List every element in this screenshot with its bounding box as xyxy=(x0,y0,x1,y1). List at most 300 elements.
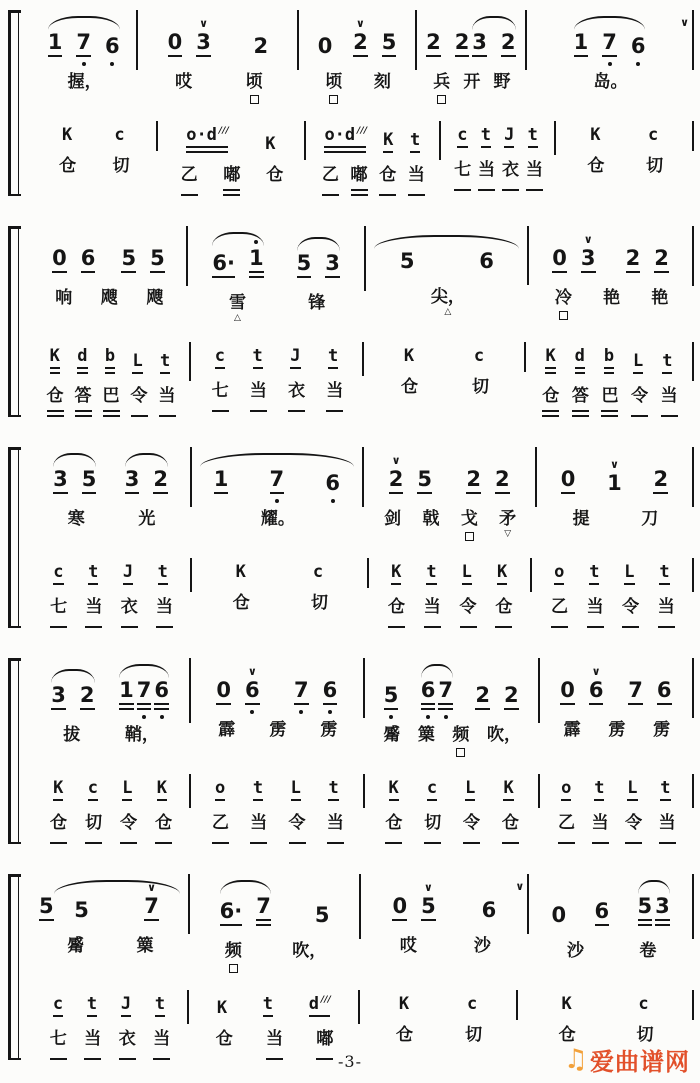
open-mouth-square-mark xyxy=(465,532,474,541)
percussion-syllable: 乙 xyxy=(322,166,339,196)
note xyxy=(297,253,312,278)
note xyxy=(472,32,487,57)
percussion-syllable: 切 xyxy=(112,156,130,176)
lyric-character: 响 xyxy=(55,288,73,308)
note xyxy=(325,473,340,494)
lyric-character: 剑 xyxy=(384,509,402,529)
note xyxy=(421,680,436,710)
lyric-character: 寒 xyxy=(67,509,85,529)
lyric-character: 岛。 xyxy=(593,72,628,92)
note-digit: 0 xyxy=(560,680,575,705)
note xyxy=(150,248,165,273)
tremolo-mark-icon: /// xyxy=(319,995,331,1005)
note-digit: 6 xyxy=(481,898,497,922)
percussion-letter: c xyxy=(466,994,478,1014)
percussion-measure xyxy=(526,342,694,417)
percussion-syllable-line xyxy=(31,381,191,417)
percussion-letter-line xyxy=(192,558,368,588)
lyric-character: 刀 xyxy=(641,509,659,529)
note-digit: 0 xyxy=(317,34,333,58)
note xyxy=(400,251,415,272)
octave-dot-low xyxy=(426,715,430,719)
percussion-stave xyxy=(31,774,694,844)
lyric-syllable xyxy=(594,73,628,109)
note xyxy=(421,881,436,921)
tremolo-mark-icon: /// xyxy=(356,126,367,136)
percussion-letter-line xyxy=(31,558,192,592)
percussion-syllable: 仓 xyxy=(396,1025,414,1045)
percussion-syllable: 仓 xyxy=(47,387,64,417)
measure xyxy=(31,447,192,546)
octave-dot-low xyxy=(110,62,114,66)
note xyxy=(121,248,136,273)
percussion-letter: b xyxy=(604,348,614,374)
percussion-letter: c xyxy=(427,780,437,801)
lyric-character: 篥 xyxy=(417,725,435,745)
note-group xyxy=(318,36,333,57)
percussion-letter-line xyxy=(189,990,360,1024)
lyric-syllable xyxy=(487,726,521,762)
lyric-character: 哎 xyxy=(175,72,193,92)
note xyxy=(74,900,89,921)
percussion-syllable: 当 xyxy=(592,814,609,844)
percussion-syllable: 仓 xyxy=(59,156,77,176)
lyric-syllable xyxy=(573,510,590,546)
lyric-character: 鞘， xyxy=(124,725,159,745)
percussion-syllable: 当 xyxy=(659,814,676,844)
lyric-character: 飕 xyxy=(100,288,118,308)
percussion-letter: d xyxy=(77,348,87,374)
note xyxy=(249,248,264,278)
lyric-character: 频 xyxy=(452,725,470,745)
note xyxy=(315,905,330,926)
percussion-letter-line xyxy=(540,774,694,808)
note-group xyxy=(551,905,566,926)
percussion-syllable: 仓 xyxy=(401,377,418,397)
breath-mark-icon: ∨ xyxy=(680,16,690,29)
lyric-character: 矛 xyxy=(499,509,517,529)
note-digit: 6 xyxy=(154,680,169,710)
octave-dot-low xyxy=(275,499,279,503)
octave-dot-low xyxy=(444,715,448,719)
lyric-character: 卷 xyxy=(639,941,657,961)
watermark-text: 爱曲谱网 xyxy=(590,1048,690,1076)
note-digit: 3 xyxy=(51,685,66,710)
lyric-character: 吹， xyxy=(486,725,521,745)
lyric-character: 篥 xyxy=(136,936,154,956)
note xyxy=(294,680,309,705)
percussion-letter: t xyxy=(88,564,98,585)
note xyxy=(168,32,183,57)
measure xyxy=(527,10,694,109)
melody-stave xyxy=(31,447,694,546)
lyric-syllable xyxy=(229,294,246,330)
lyric-syllable xyxy=(63,726,80,762)
percussion-syllable: 衣 xyxy=(121,598,138,628)
percussion-letter: o·d/// xyxy=(186,127,228,153)
lyric-character: 顷 xyxy=(245,72,263,92)
breath-mark-icon: ∨ xyxy=(591,665,601,678)
system-bracket xyxy=(8,226,19,417)
lyric-syllable xyxy=(461,510,478,546)
percussion-syllable: 当 xyxy=(250,382,267,412)
lyric-line xyxy=(31,286,188,325)
note xyxy=(325,253,340,278)
percussion-measure xyxy=(365,774,540,844)
percussion-letter-line xyxy=(365,774,540,808)
lyric-syllable xyxy=(603,289,620,325)
percussion-syllable: 切 xyxy=(85,814,102,844)
note-digit: 0 xyxy=(52,248,67,273)
lyric-line xyxy=(31,934,190,973)
measure xyxy=(31,874,190,978)
note-digit: 2 xyxy=(653,469,668,494)
note-group xyxy=(216,665,260,705)
note xyxy=(504,685,519,710)
lyric-syllable xyxy=(146,289,163,325)
percussion-measure xyxy=(306,121,441,196)
note xyxy=(482,900,497,921)
melody-line xyxy=(191,658,364,718)
percussion-measure xyxy=(31,342,191,417)
percussion-syllable: 仓 xyxy=(502,814,519,844)
percussion-syllable: 当 xyxy=(326,382,343,412)
note-digit: 0 xyxy=(168,32,183,57)
note xyxy=(382,32,397,57)
percussion-syllable: 当 xyxy=(408,166,425,196)
open-mouth-square-mark xyxy=(250,95,259,104)
note-digit: 2 xyxy=(455,32,470,57)
lyric-line xyxy=(188,291,367,330)
note-digit: 3 xyxy=(53,469,68,494)
triangle-up-mark: △ xyxy=(444,306,452,317)
note-group xyxy=(653,469,668,494)
lyric-line xyxy=(31,507,192,546)
percussion-letter-line xyxy=(369,558,532,592)
note xyxy=(220,901,243,926)
note-group xyxy=(353,17,397,57)
lyric-syllable xyxy=(431,288,465,324)
note xyxy=(214,469,229,494)
percussion-syllable: 仓 xyxy=(388,598,405,628)
note-digit: 2 xyxy=(475,685,490,710)
percussion-syllable: 仓 xyxy=(232,593,250,613)
note xyxy=(655,896,670,926)
percussion-letter: t xyxy=(328,780,338,801)
breath-mark-icon: ∨ xyxy=(247,665,257,678)
percussion-letter: c xyxy=(638,994,649,1014)
percussion-syllable: 七 xyxy=(50,1030,67,1060)
percussion-syllable: 乙 xyxy=(212,814,229,844)
system-bracket xyxy=(8,10,19,196)
lyric-syllable xyxy=(384,510,401,546)
percussion-syllable: 仓 xyxy=(215,1029,233,1049)
note-digit: 6· xyxy=(212,253,235,278)
octave-dot-low xyxy=(608,62,612,66)
melody-line xyxy=(188,226,367,291)
lyric-syllable xyxy=(564,721,581,757)
note xyxy=(125,469,140,494)
percussion-letter: c xyxy=(53,996,63,1017)
lyric-syllable xyxy=(474,937,491,973)
note-digit: 5 xyxy=(82,469,97,494)
lyric-character: 雳 xyxy=(653,720,671,740)
melody-line xyxy=(361,874,529,934)
slur-group xyxy=(212,248,263,278)
percussion-letter: K xyxy=(389,780,399,801)
note xyxy=(626,248,641,273)
percussion-syllable: 衣 xyxy=(502,161,519,191)
melody-line xyxy=(417,10,527,70)
percussion-letter: c xyxy=(53,564,63,585)
lyric-syllable xyxy=(374,73,391,109)
note-digit: 3 xyxy=(472,32,487,57)
note xyxy=(466,469,481,494)
note-digit: 6 xyxy=(657,680,672,705)
measure xyxy=(361,874,529,978)
lyric-syllable xyxy=(308,294,325,330)
percussion-syllable: 切 xyxy=(636,1025,654,1045)
measure xyxy=(529,874,694,978)
system-bracket xyxy=(8,658,19,844)
note xyxy=(552,248,567,273)
percussion-letter: c xyxy=(457,127,467,148)
note-digit: 5 xyxy=(382,32,397,57)
percussion-syllable: 仓 xyxy=(50,814,67,844)
lyric-character: 觱 xyxy=(67,936,85,956)
note-group xyxy=(466,469,509,494)
percussion-letter: b xyxy=(105,348,115,374)
percussion-letter: K xyxy=(62,125,73,145)
percussion-syllable-line xyxy=(31,592,192,628)
note-digit: 2 xyxy=(426,32,441,57)
note xyxy=(479,251,494,272)
measure xyxy=(417,10,527,109)
percussion-letter: L xyxy=(291,780,301,801)
lyric-syllable xyxy=(136,937,153,973)
lyric-character: 频 xyxy=(224,941,242,961)
note-digit: 5 xyxy=(74,898,89,922)
note xyxy=(353,17,368,57)
percussion-letter-line xyxy=(360,990,518,1020)
percussion-letter: t xyxy=(253,348,263,369)
lyric-character: 冷 xyxy=(554,288,572,308)
lyric-character: 尖， xyxy=(430,287,465,307)
note-digit: 0 xyxy=(551,903,567,927)
percussion-syllable: 当 xyxy=(327,814,344,844)
melody-line xyxy=(31,10,138,70)
octave-dot-low xyxy=(331,499,335,503)
measure xyxy=(138,10,299,109)
melody-stave xyxy=(31,658,694,762)
percussion-syllable: 仓 xyxy=(542,387,559,417)
percussion-syllable-line xyxy=(540,808,694,844)
percussion-letter: t xyxy=(158,564,168,585)
note-digit: 2 xyxy=(504,685,519,710)
melody-stave xyxy=(31,226,694,330)
percussion-syllable: 当 xyxy=(661,387,678,417)
lyric-syllable xyxy=(225,942,242,978)
lyric-character: 戈 xyxy=(460,509,478,529)
note-digit: 5 xyxy=(638,896,653,926)
percussion-letter-line xyxy=(31,774,191,808)
percussion-syllable-line xyxy=(365,808,540,844)
note-digit: 5 xyxy=(39,896,54,921)
note-group xyxy=(388,454,432,494)
percussion-syllable: 仓 xyxy=(495,598,512,628)
lyric-character: 雳 xyxy=(608,720,626,740)
note xyxy=(588,665,604,705)
percussion-syllable: 嘟 xyxy=(223,166,240,196)
breath-mark-icon: ∨ xyxy=(423,881,433,894)
note xyxy=(438,680,453,710)
note-digit: 2 xyxy=(466,469,481,494)
lyric-syllable xyxy=(567,942,584,978)
note xyxy=(392,896,407,921)
lyric-line xyxy=(299,70,416,109)
melody-line xyxy=(31,658,191,723)
percussion-syllable: 当 xyxy=(250,814,267,844)
lyric-syllable xyxy=(418,726,435,762)
lyric-character: 顷 xyxy=(325,72,343,92)
percussion-letter: L xyxy=(122,780,132,801)
percussion-letter: L xyxy=(624,564,634,585)
note xyxy=(39,896,54,921)
melody-line xyxy=(31,447,192,507)
note xyxy=(318,36,333,57)
percussion-letter: t xyxy=(589,564,599,585)
lyric-syllable xyxy=(400,937,417,973)
lyric-character: 艳 xyxy=(603,288,621,308)
slur-group xyxy=(125,469,168,494)
lyric-syllable xyxy=(138,510,155,546)
lyric-syllable xyxy=(55,289,72,325)
note xyxy=(216,680,231,705)
note-digit: 2 xyxy=(253,34,269,58)
score-system xyxy=(8,226,694,417)
note-digit: 0 xyxy=(552,248,567,273)
slur-group xyxy=(119,680,169,710)
melody-line xyxy=(540,658,694,718)
note xyxy=(495,469,510,494)
measure xyxy=(366,226,529,330)
note xyxy=(426,32,441,57)
note-group xyxy=(167,17,211,57)
note-digit: 1 xyxy=(607,471,622,495)
percussion-syllable: 七 xyxy=(212,382,229,412)
note-digit: 7 xyxy=(602,32,617,57)
measure xyxy=(191,658,364,762)
melody-line xyxy=(537,447,694,507)
note xyxy=(105,36,120,57)
percussion-syllable: 仓 xyxy=(558,1025,576,1045)
note-digit: 7 xyxy=(256,896,271,926)
lyric-character: 霹 xyxy=(563,720,581,740)
note xyxy=(607,458,622,495)
note-digit: 0 xyxy=(561,469,576,494)
percussion-syllable: 仓 xyxy=(385,814,402,844)
percussion-syllable: 嘟 xyxy=(351,166,368,196)
note xyxy=(384,685,399,710)
breath-mark-icon: ∨ xyxy=(609,458,619,471)
percussion-syllable: 乙 xyxy=(181,166,198,196)
lyric-syllable xyxy=(269,721,286,757)
note xyxy=(657,680,672,705)
percussion-letter: c xyxy=(88,780,98,801)
lyric-character: 哎 xyxy=(399,936,417,956)
note xyxy=(153,469,168,494)
percussion-letter: L xyxy=(462,564,472,585)
note xyxy=(574,32,589,57)
lyric-syllable xyxy=(218,721,235,757)
note-digit: 1 xyxy=(214,469,229,494)
lyric-syllable xyxy=(125,726,159,762)
lyric-character: 飕 xyxy=(146,288,164,308)
lyric-character: 提 xyxy=(572,509,590,529)
percussion-letter: t xyxy=(328,348,338,369)
percussion-syllable: 当 xyxy=(478,161,495,191)
percussion-letter-line xyxy=(556,121,694,151)
percussion-stave xyxy=(31,558,694,628)
percussion-letter: o xyxy=(215,780,225,801)
lyric-syllable xyxy=(493,73,510,109)
melody-line xyxy=(31,874,190,934)
percussion-letter: J xyxy=(504,127,514,148)
lyric-line xyxy=(529,939,694,978)
system-body xyxy=(31,658,694,844)
percussion-syllable: 令 xyxy=(631,387,648,417)
melody-line xyxy=(527,10,694,70)
percussion-syllable: 令 xyxy=(463,814,480,844)
lyric-syllable xyxy=(653,721,670,757)
lyric-syllable xyxy=(175,73,192,109)
percussion-syllable: 当 xyxy=(424,598,441,628)
note xyxy=(417,469,432,494)
slur-group xyxy=(574,32,646,57)
note-digit: 7 xyxy=(137,680,152,710)
lyric-syllable xyxy=(433,73,450,109)
note-digit: 7 xyxy=(270,469,285,494)
percussion-syllable: 衣 xyxy=(288,382,305,412)
melody-line xyxy=(365,658,540,723)
triangle-up-mark: △ xyxy=(234,312,241,323)
slur-group xyxy=(48,32,120,57)
note-group xyxy=(607,458,622,495)
open-mouth-square-mark xyxy=(559,311,568,320)
percussion-syllable: 令 xyxy=(622,598,639,628)
note-group xyxy=(294,680,337,705)
percussion-letter: L xyxy=(633,353,643,374)
percussion-letter: c xyxy=(473,346,485,366)
lyric-syllable xyxy=(292,942,326,978)
note-group xyxy=(384,685,399,710)
percussion-measure xyxy=(556,121,694,196)
percussion-letter-line xyxy=(191,774,364,808)
percussion-letter-line xyxy=(526,342,694,381)
note xyxy=(388,454,404,494)
percussion-letter: t xyxy=(481,127,491,148)
slur-group xyxy=(53,469,96,494)
lyric-line xyxy=(366,285,529,324)
percussion-syllable-line xyxy=(191,808,364,844)
percussion-letter: K xyxy=(561,994,572,1014)
percussion-syllable-line xyxy=(369,592,532,628)
score-system xyxy=(8,10,694,196)
percussion-letter-line xyxy=(441,121,557,155)
percussion-letter: L xyxy=(132,353,142,374)
breath-mark-icon: ∨ xyxy=(147,881,157,894)
note xyxy=(80,685,95,710)
